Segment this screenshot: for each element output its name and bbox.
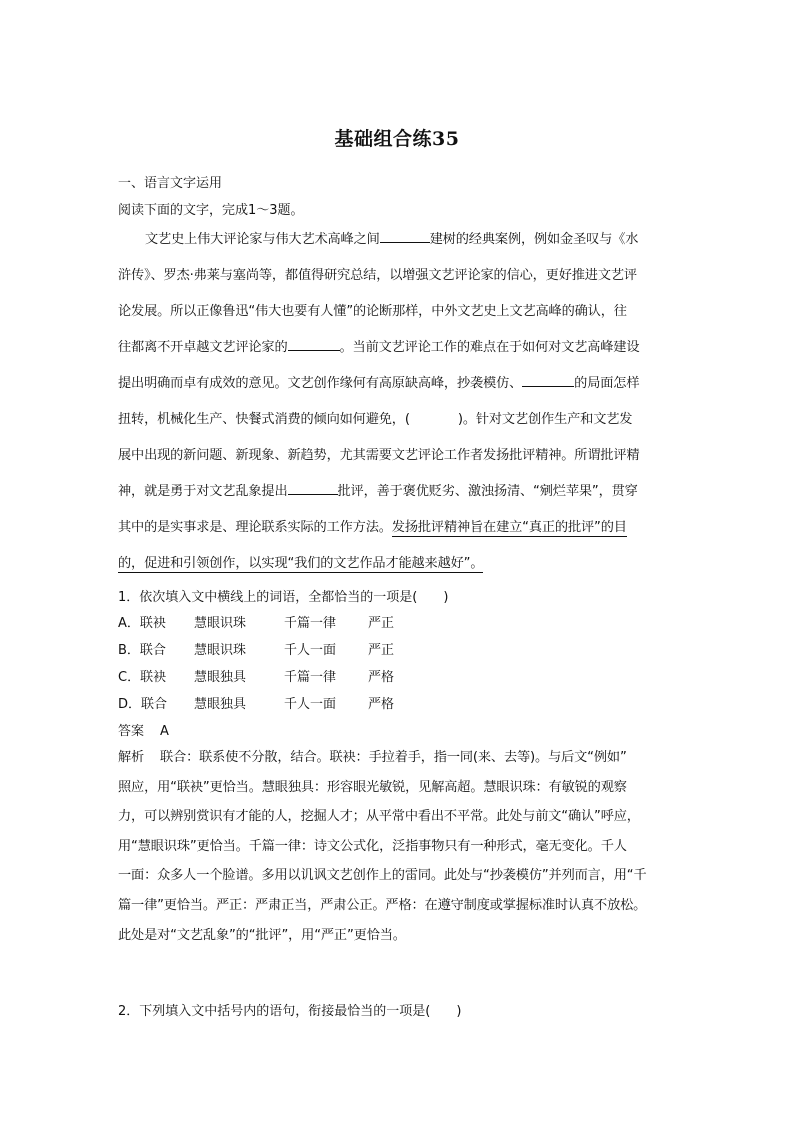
underlined-sentence: 发扬批评精神旨在建立“真正的批评”的目 [391, 520, 627, 535]
analysis-line: 力，可以辨别赏识有才能的人，挖掘人才；从平常中看出不平常。此处与前文“确认”呼应， [118, 809, 640, 825]
analysis-line: 照应，用“联袂”更恰当。慧眼独具：形容眼光敏锐，见解高超。慧眼识珠：有敏锐的观察 [118, 779, 627, 795]
question-2-stem: 2．下列填入文中括号内的语句，衔接最恰当的一项是( ) [118, 1004, 462, 1019]
passage-line: 往都离不开卓越文艺评论家的 。当前文艺评论工作的难点在于如何对文艺高峰建设 [118, 340, 640, 355]
passage-line: 其中的是实事求是、理论联系实际的工作方法。发扬批评精神旨在建立“真正的批评”的目 [118, 520, 627, 535]
passage-line: 提出明确而卓有成效的意见。文艺创作缘何有高原缺高峰，抄袭模仿、 的局面怎样 [118, 376, 640, 391]
question-1-stem: 1．依次填入文中横线上的词语，全都恰当的一项是( ) [118, 590, 449, 605]
passage-line: 浒传》、罗杰·弗莱与塞尚等，都值得研究总结，以增强文艺评论家的信心，更好推进文艺评 [118, 268, 637, 283]
underlined-sentence: 的，促进和引领创作，以实现“我们的文艺作品才能越来越好”。 [118, 556, 484, 571]
page-title: 基础组合练35 [334, 128, 460, 150]
fill-blank-2 [288, 338, 340, 351]
analysis-line: 此处是对“文艺乱象”的“批评”，用“严正”更恰当。 [118, 927, 406, 943]
answer-value: A [160, 724, 169, 739]
answer-line [118, 724, 169, 740]
passage-line: 文艺史上伟大评论家与伟大艺术高峰之间 建树的经典案例，例如金圣叹与《水 [145, 232, 639, 247]
passage-line [118, 553, 681, 589]
option-c: C．联袂 慧眼独具 千篇一律 严格 [118, 670, 395, 685]
fill-blank-4 [288, 482, 338, 495]
section-heading: 一、语言文字运用 [118, 176, 223, 191]
fill-blank-3 [522, 374, 574, 387]
passage-line: 扭转，机械化生产、快餐式消费的倾向如何避免，( )。针对文艺创作生产和文艺发 [118, 412, 633, 427]
passage-line: 展中出现的新问题、新现象、新趋势，尤其需要文艺评论工作者发扬批评精神。所谓批评精 [118, 448, 640, 463]
analysis-line: 篇一律”更恰当。严正：严肃正当，严肃公正。严格：在遵守制度或掌握标准时认真不放松。 [118, 897, 647, 913]
analysis-line: 解析 联合：联系使不分散，结合。联袂：手拉着手，指一同(来、去等)。与后文“例如” [118, 747, 681, 777]
option-a: A．联袂 慧眼识珠 千篇一律 严正 [118, 616, 395, 631]
fill-blank-1 [380, 230, 430, 243]
option-b: B．联合 慧眼识珠 千人一面 严正 [118, 643, 395, 658]
reading-instruction: 阅读下面的文字，完成1～3题。 [118, 203, 304, 218]
passage-line: 神，就是勇于对文艺乱象提出 批评，善于褒优贬劣、激浊扬清、“剜烂苹果”，贯穿 [118, 484, 638, 499]
option-d: D．联合 慧眼独具 千人一面 严格 [118, 697, 395, 712]
reading-passage [118, 229, 681, 589]
answer-label: 答案 [118, 724, 145, 739]
analysis-line: 用“慧眼识珠”更恰当。千篇一律：诗文公式化，泛指事物只有一种形式，毫无变化。千人 [118, 838, 627, 854]
analysis-line: 一面：众多人一个脸谱。多用以讥讽文艺创作上的雷同。此处与“抄袭模仿”并列而言，用“千 [118, 868, 647, 884]
analysis-block [118, 747, 681, 954]
passage-line: 论发展。所以正像鲁迅“伟大也要有人懂”的论断那样，中外文艺史上文艺高峰的确认，往 [118, 304, 627, 319]
analysis-label: 解析 [118, 750, 145, 765]
